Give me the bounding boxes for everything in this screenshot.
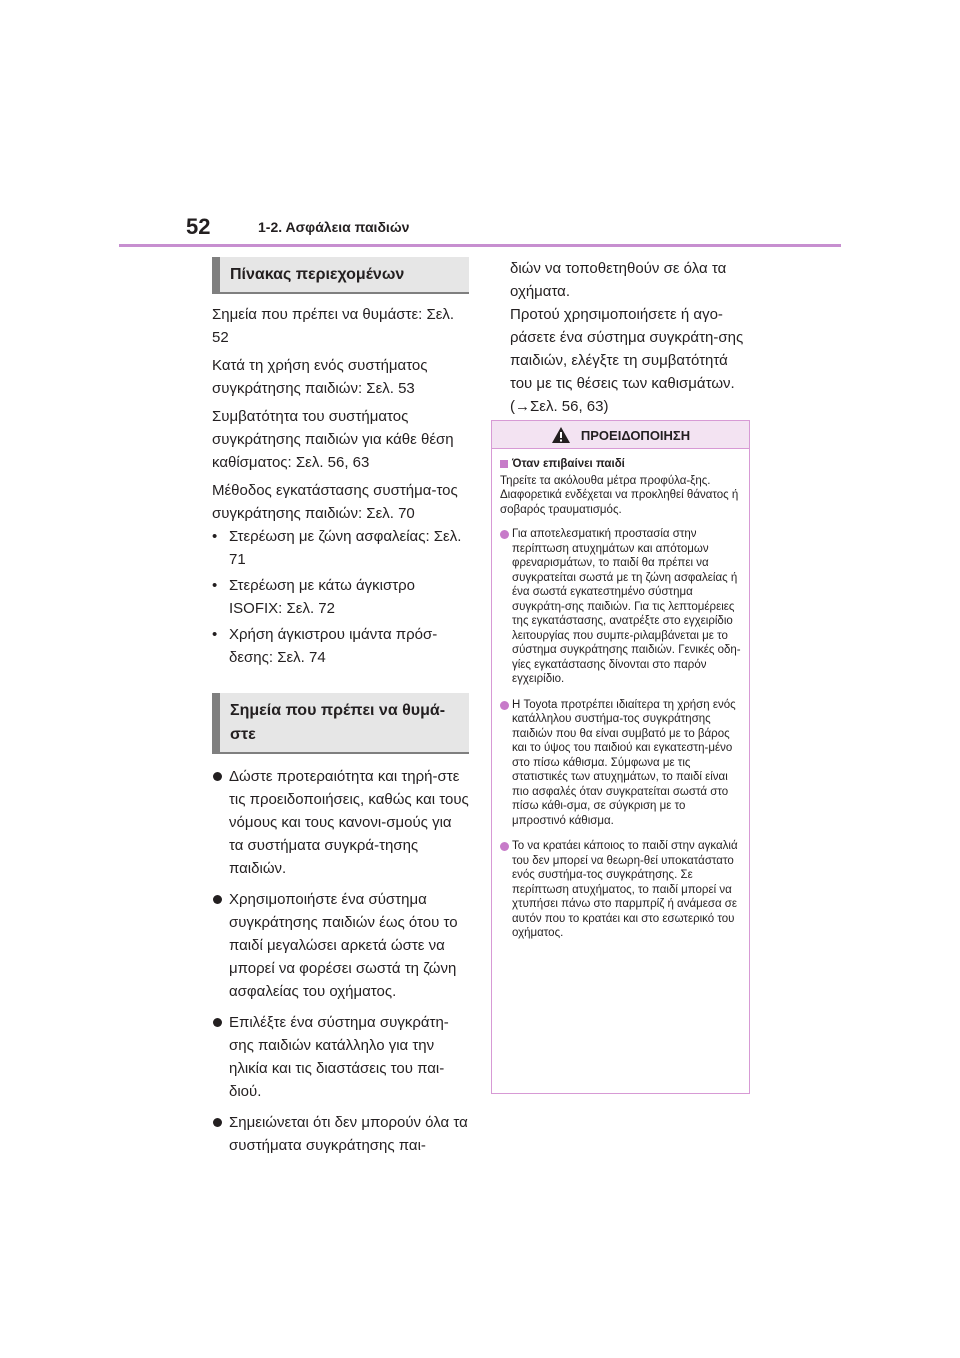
toc-entry[interactable]: Συμβατότητα του συστήματος συγκράτησης παιδιών για κάθε θέση καθίσματος: Σελ. 56, 63 (212, 408, 454, 471)
toc-sub-entry-label: Χρήση άγκιστρου ιμάντα πρόσ-δεσης: Σελ. 74 (229, 626, 438, 666)
warning-body (492, 449, 749, 941)
warning-item (500, 839, 742, 941)
page-number: 52 (186, 214, 211, 239)
paragraph: Προτού χρησιμοποιήσετε ή αγο-ράσετε ένα σύστημα συγκράτη-σης παιδιών, ελέγξτε τη συμβατότητά του με τις θέσεις των καθισμάτων. (→Σελ. 56, 63) (510, 306, 744, 415)
toc-entry[interactable]: Σημεία που πρέπει να θυμάστε: Σελ. 52 (212, 306, 455, 346)
bullet-icon (213, 1118, 222, 1127)
toc-entry[interactable]: Κατά τη χρήση ενός συστήματος συγκράτησης παιδιών: Σελ. 53 (212, 357, 428, 397)
bullet-icon: • (212, 577, 218, 594)
warning-intro: Τηρείτε τα ακόλουθα μέτρα προφύλα-ξης. Διαφορετικά ενδέχεται να προκληθεί θάνατος ή σοβαρός τραυματισμός. (500, 474, 739, 516)
warning-item (500, 527, 742, 687)
warning-subsection-label: Όταν επιβαίνει παιδί (512, 458, 625, 470)
warning-item-text: Η Toyota προτρέπει ιδιαίτερα τη χρήση ενός κατάλληλου συστήμα-τος συγκράτησης παιδιών που θα είναι συμβατό με το βάρος και το ύψος του παιδιού και εγκατεστη-μένο στο πίσω κάθισμα. Σύμφωνα με τις στατιστικές των ατυχημάτων, το παιδί είναι πιο ασφαλές όταν συγκρατείται σωστά στο πίσω κάθι-σμα, σε σύγκριση με το μπροστινό κάθισμα. (512, 698, 736, 827)
warning-item-text: Το να κρατάει κάποιος το παιδί στην αγκαλιά του δεν μπορεί να θεωρη-θεί υποκατάστατο ενός συστήμα-τος συγκράτησης. Σε περίπτωση ατυχήματος, το παιδί μπορεί να χτυπήσει πάνω στο παρμπρίζ ή ανάμεσα σε αυτόν που το κρατάει και στο εσωτερικό του οχήματος. (512, 840, 738, 939)
toc-sub-entry[interactable] (212, 623, 469, 669)
warning-item-text: Για αποτελεσματική προστασία στην περίπτωση ατυχημάτων και απότομων φρεναρισμάτων, το παιδί θα πρέπει να συγκρατείται σωστά με τη ζώνη ασφαλείας ή ένα σωστά εγκατεστημένο σύστημα συγκράτη-σης παιδιών. Για τις λεπτομέρειες της εγκατάστασης, ανατρέξτε στο εγχειρίδιο λειτουργίας που συμπε-ριλαμβάνεται με το σύστημα συγκράτησης παιδιών. Γενικές οδη-γίες εγκατάστασης δίνονται στο παρόν εγχειρίδιο. (512, 528, 741, 685)
paragraph: διών να τοποθετηθούν σε όλα τα οχήματα. (510, 260, 727, 300)
warning-title: ΠΡΟΕΙΔΟΠΟΙΗΣΗ (580, 427, 691, 443)
toc-sub-entry-label: Στερέωση με κάτω άγκιστρο ISOFIX: Σελ. 72 (229, 577, 416, 617)
bullet-icon (213, 772, 222, 781)
toc-sub-entry[interactable] (212, 574, 469, 620)
warning-item (500, 698, 742, 829)
right-column (491, 257, 750, 418)
warning-box (491, 420, 750, 1094)
warning-header (492, 421, 749, 449)
list-item-text: Δώστε προτεραιότητα και τηρή-στε τις προειδοποιήσεις, καθώς και τους νόμους και τους κανονι-σμούς για τα συστήματα συγκρά-τησης παιδιών. (229, 768, 469, 877)
warning-triangle-icon (551, 426, 571, 444)
continued-text (491, 257, 750, 418)
bullet-icon (500, 701, 509, 710)
bullet-icon (213, 1018, 222, 1027)
bullet-icon (500, 842, 509, 851)
list-item-text: Επιλέξτε ένα σύστημα συγκράτη-σης παιδιών κατάλληλο για την ηλικία και τις διαστάσεις του παι-διού. (229, 1014, 449, 1100)
remember-list (212, 765, 469, 1157)
remember-heading: Σημεία που πρέπει να θυμά-στε (212, 693, 469, 754)
bullet-icon (500, 530, 509, 539)
list-item (212, 1111, 469, 1157)
list-item-text: Χρησιμοποιήστε ένα σύστημα συγκράτησης παιδιών έως ότου το παιδί μεγαλώσει αρκετά ώστε να μπορεί να φορέσει σωστά τη ζώνη ασφαλείας του οχήματος. (229, 891, 458, 1000)
square-bullet-icon (500, 460, 508, 468)
section-title: 1-2. Ασφάλεια παιδιών (258, 219, 410, 235)
bullet-icon (213, 895, 222, 904)
toc-sub-entry[interactable] (212, 525, 469, 571)
header-divider (119, 244, 841, 247)
toc-list (212, 303, 469, 669)
toc-sub-entry-label: Στερέωση με ζώνη ασφαλείας: Σελ. 71 (229, 528, 462, 568)
list-item-text: Σημειώνεται ότι δεν μπορούν όλα τα συστήματα συγκράτησης παι- (229, 1114, 468, 1154)
toc-entry[interactable]: Μέθοδος εγκατάστασης συστήμα-τος συγκράτησης παιδιών: Σελ. 70 (212, 482, 458, 522)
bullet-icon: • (212, 528, 218, 545)
bullet-icon: • (212, 626, 218, 643)
left-column (212, 257, 469, 1165)
toc-heading: Πίνακας περιεχομένων (212, 257, 469, 294)
list-item (212, 1011, 469, 1103)
list-item (212, 765, 469, 880)
warning-subsection-title (500, 457, 742, 472)
list-item (212, 888, 469, 1003)
